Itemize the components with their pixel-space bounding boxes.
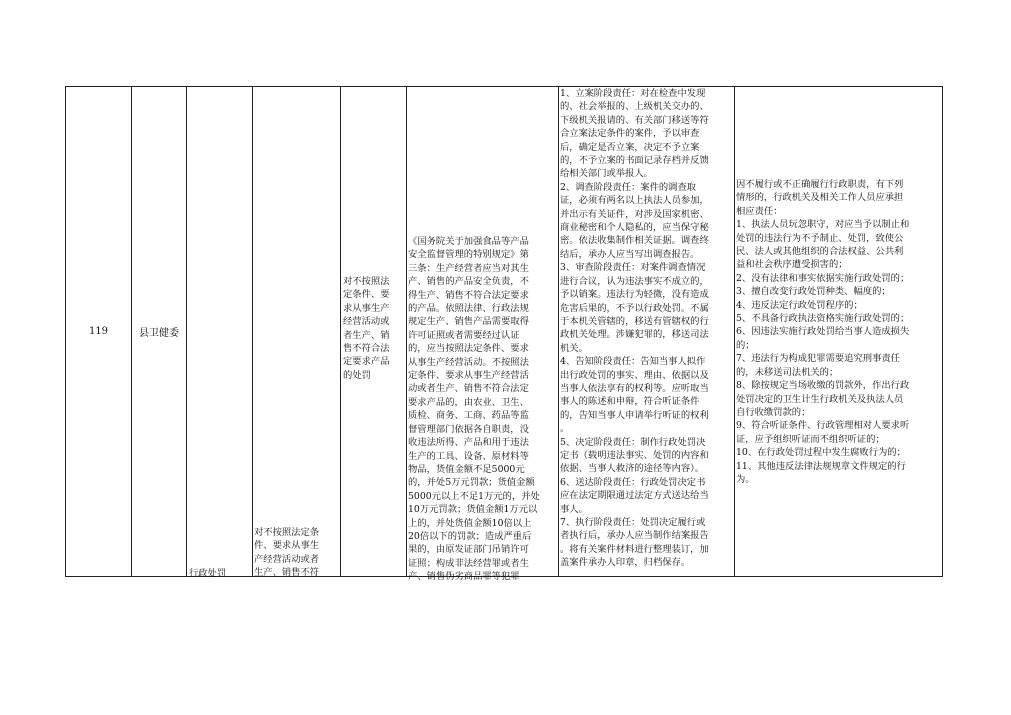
col-border-8 xyxy=(942,86,943,577)
legal-basis-cell xyxy=(407,87,558,583)
category-text: 行政处罚 xyxy=(189,568,227,579)
matter-cell xyxy=(341,87,406,576)
matter-name-cell xyxy=(253,87,340,579)
matter-text: 对不按照法 定条件、要 求从事生产 经营活动或 者生产、销 售不符合法 定要求产品 的处罚 xyxy=(343,275,390,381)
matter-name-text: 对不按照法定条 件、要求从事生 产经营活动或者 生产、销售不符 xyxy=(254,527,320,579)
legal-basis-text: 《国务院关于加强食品等产品 安全监督管理的特别规定》第 三条：生产经营者应当对其生 产、销售的产品安全负责，不 得生产、销售不符合法定要求 的产品。依照法律、行政法规 规定生产、销售产品需要取得 许可证照或者需要经过认证 的，应当按照法定条件、要求 从事生产经营活动。不按照法 定条件、要求从事生产经营活 动或者生产、销售不符合法定 要求产品的，由农业、卫生、 质检、商务、工商、药品等监 督管理部门依据各自职责，没 收违法所得、产品和用于违法 生产的工具、设备、原材料等 物品，货值金额不足5000元 的，并处5万元罚款；货值金额 5000元以上不足1万元的，并处 10万元罚款；货值金额1万元以 上的，并处货值金额10倍以上 20倍以下的罚款；造成严重后 果的，由原发证部门吊销许可 证照；构成非法经营罪或者生 产、销售伪劣商品罪等犯罪 xyxy=(408,236,540,583)
department-cell xyxy=(132,87,186,576)
row-number: 119 xyxy=(88,326,109,337)
department-name: 县卫健委 xyxy=(139,328,179,339)
row-number-cell xyxy=(66,87,131,576)
responsibility-cell xyxy=(559,87,734,576)
accountability-cell xyxy=(735,87,942,576)
accountability-text: 因不履行或不正确履行行政职责，有下列 情形的，行政机关及相关工作人员应承担 相应责任： 1、执法人员玩忽职守，对应当予以制止和 处罚的违法行为不予制止、处罚，致使公 民、法人或其他组织的合法权益、公共利 益和社会秩序遭受损害的； 2、没有法律和事实依据实施行政处罚的； 3、擅自改变行政处罚种类、幅度的； 4、违反法定行政处罚程序的； 5、不具备行政执法资格实施行政处罚的； 6、因违法实施行政处罚给当事人造成损失 的； 7、违法行为构成犯罪需要追究刑事责任 的，未移送司法机关的； 8、除按规定当场收缴的罚款外，作出行政 处罚决定的卫生计生行政机关及执法人员 自行收缴罚款的； 9、符合听证条件、行政管理相对人要求听 证，应予组织听证而不组织听证的； 10、在行政处罚过程中发生腐败行为的； 11、其他违反法律法规规章文件规定的行 为。 xyxy=(736,179,910,485)
category-cell xyxy=(187,87,252,579)
responsibility-text: 1、立案阶段责任：对在检查中发现 的、社会举报的、上级机关交办的、 下级机关报请的、有关部门移送等符 合立案法定条件的案件，予以审查 后，确定是否立案，决定不予立案 的，不予立案的书面记录存档并反馈 给相关部门或举报人。 2、调查阶段责任：案件的调查取 证，必须有两名以上执法人员参加， 并出示有关证件，对涉及国家机密、 商业秘密和个人隐私的，应当保守秘 密。依法收集制作相关证据。调查终 结后，承办人应当写出调查报告。 3、审查阶段责任：对案件调查情况 进行合议，认为违法事实不成立的， 予以销案。违法行为轻微，没有造成 危害后果的，不予以行政处罚。不属 于本机关管辖的，移送有管辖权的行 政机关处理。涉嫌犯罪的，移送司法 机关。 4、告知阶段责任：告知当事人拟作 出行政处罚的事实、理由、依据以及 当事人依法享有的权利等。应听取当 事人的陈述和申辩，符合听证条件 的，告知当事人申请举行听证的权利 。 5、决定阶段责任：制作行政处罚决 定书（载明违法事实、处罚的内容和 依据、当事人救济的途径等内容）。 6、送达阶段责任：行政处罚决定书 应在法定期限通过法定方式送达给当 事人。 7、执行阶段责任：处罚决定履行或 者执行后，承办人应当制作结案报告 。将有关案件材料进行整理装订，加 盖案件承办人印章，归档保存。 xyxy=(560,88,709,569)
